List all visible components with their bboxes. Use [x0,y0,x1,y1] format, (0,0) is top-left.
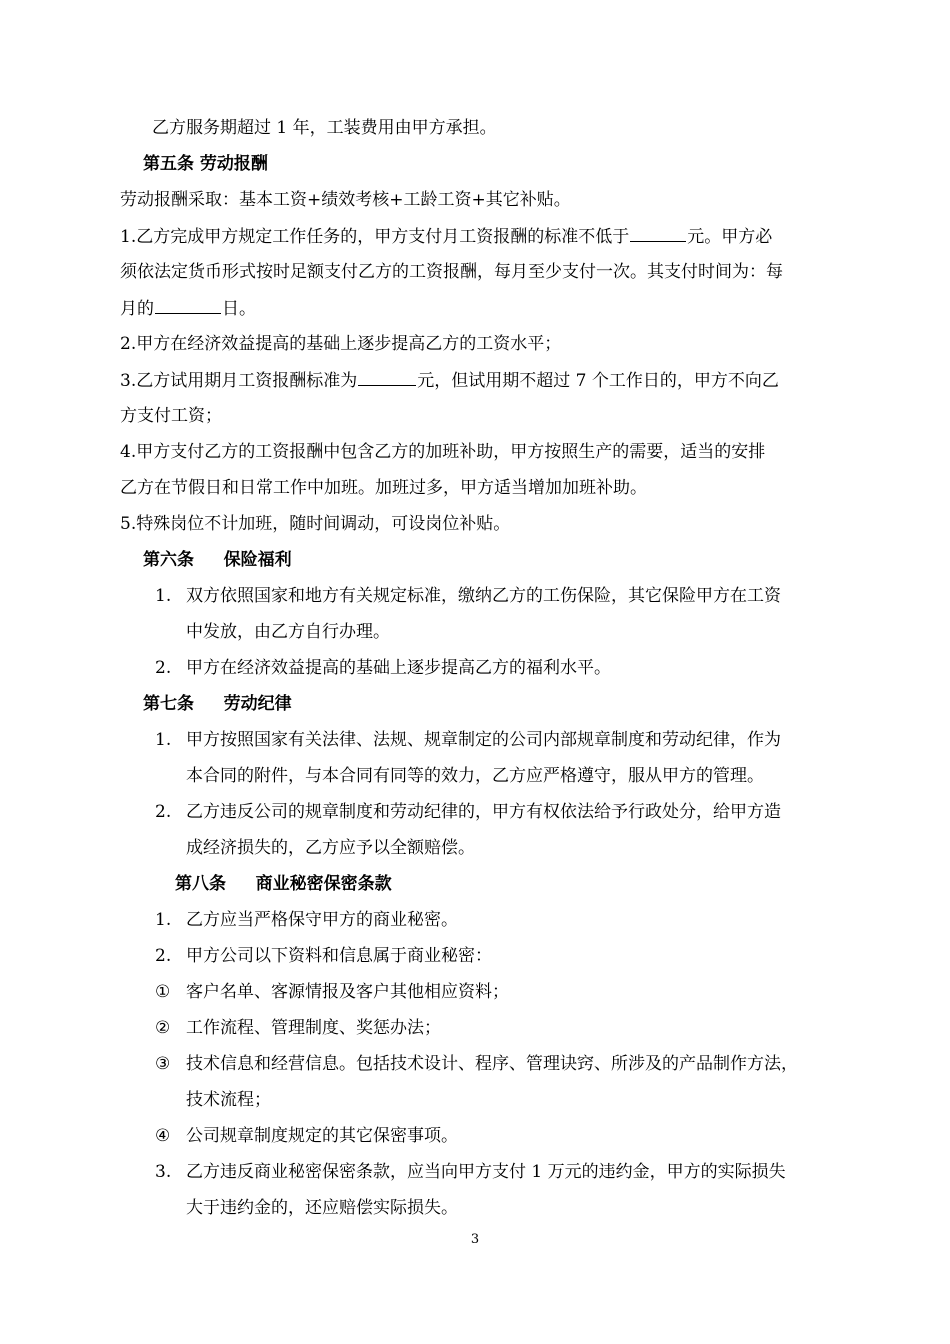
article-5-item-1-line-2: 须依法定货币形式按时足额支付乙方的工资报酬，每月至少支付一次。其支付时间为：每 [120,262,783,282]
article-5-item-2: 2.甲方在经济效益提高的基础上逐步提高乙方的工资水平； [120,334,562,354]
article-6-item-2: 2. 甲方在经济效益提高的基础上逐步提高乙方的福利水平。 [155,658,611,678]
page-number: 3 [470,1232,480,1247]
article-7-title: 第七条 劳动纪律 [143,694,292,714]
article-8-sub-4: ④ 公司规章制度规定的其它保密事项。 [155,1126,458,1146]
paragraph-service-period: 乙方服务期超过 1 年，工装费用由甲方承担。 [152,118,497,138]
article-8-sub-3: ③ 技术信息和经营信息。包括技术设计、程序、管理诀窍、所涉及的产品制作方法， [155,1054,798,1074]
article-5-item-3-line-1: 3.乙方试用期月工资报酬标准为 元，但试用期不超过 7 个工作日的，甲方不向乙 [120,368,850,392]
article-8-title: 第八条 商业秘密保密条款 [175,874,392,894]
article-5-intro: 劳动报酬采取：基本工资+绩效考核+工龄工资+其它补贴。 [120,190,571,210]
article-8-sub-1: ① 客户名单、客源情报及客户其他相应资料； [155,982,509,1002]
article-7-item-1-cont: 本合同的附件，与本合同有同等的效力，乙方应严格遵守，服从甲方的管理。 [186,766,764,786]
article-8-sub-3-cont: 技术流程； [186,1090,271,1110]
article-7-item-2-cont: 成经济损失的，乙方应予以全额赔偿。 [186,838,475,858]
article-5-item-1-line-1: 1.乙方完成甲方规定工作任务的，甲方支付月工资报酬的标准不低于 元。甲方必 [120,224,850,248]
payday-blank [155,296,221,314]
article-5-item-3-line-2: 方支付工资； [120,406,222,426]
salary-blank [630,224,686,242]
article-8-sub-2: ② 工作流程、管理制度、奖惩办法； [155,1018,441,1038]
article-8-item-3: 3. 乙方违反商业秘密保密条款，应当向甲方支付 1 万元的违约金，甲方的实际损失 [155,1162,786,1182]
article-6-item-1: 1. 双方依照国家和地方有关规定标准，缴纳乙方的工伤保险，其它保险甲方在工资 [155,586,781,606]
article-7-item-1: 1. 甲方按照国家有关法律、法规、规章制定的公司内部规章制度和劳动纪律，作为 [155,730,781,750]
probation-salary-blank [358,368,416,386]
article-5-item-5: 5.特殊岗位不计加班，随时间调动，可设岗位补贴。 [120,514,511,534]
article-8-item-3-cont: 大于违约金的，还应赔偿实际损失。 [186,1198,458,1218]
article-8-item-1: 1. 乙方应当严格保守甲方的商业秘密。 [155,910,458,930]
article-7-item-2: 2. 乙方违反公司的规章制度和劳动纪律的，甲方有权依法给予行政处分，给甲方造 [155,802,781,822]
article-5-item-4-line-2: 乙方在节假日和日常工作中加班。加班过多，甲方适当增加加班补助。 [120,478,647,498]
article-8-item-2: 2. 甲方公司以下资料和信息属于商业秘密： [155,946,492,966]
article-5-item-4-line-1: 4.甲方支付乙方的工资报酬中包含乙方的加班补助，甲方按照生产的需要，适当的安排 [120,442,766,462]
article-5-item-1-line-3: 月的 日。 [120,296,850,320]
article-6-title: 第六条 保险福利 [143,550,292,570]
article-6-item-1-cont: 中发放，由乙方自行办理。 [186,622,390,642]
article-5-title: 第五条 劳动报酬 [143,154,268,174]
